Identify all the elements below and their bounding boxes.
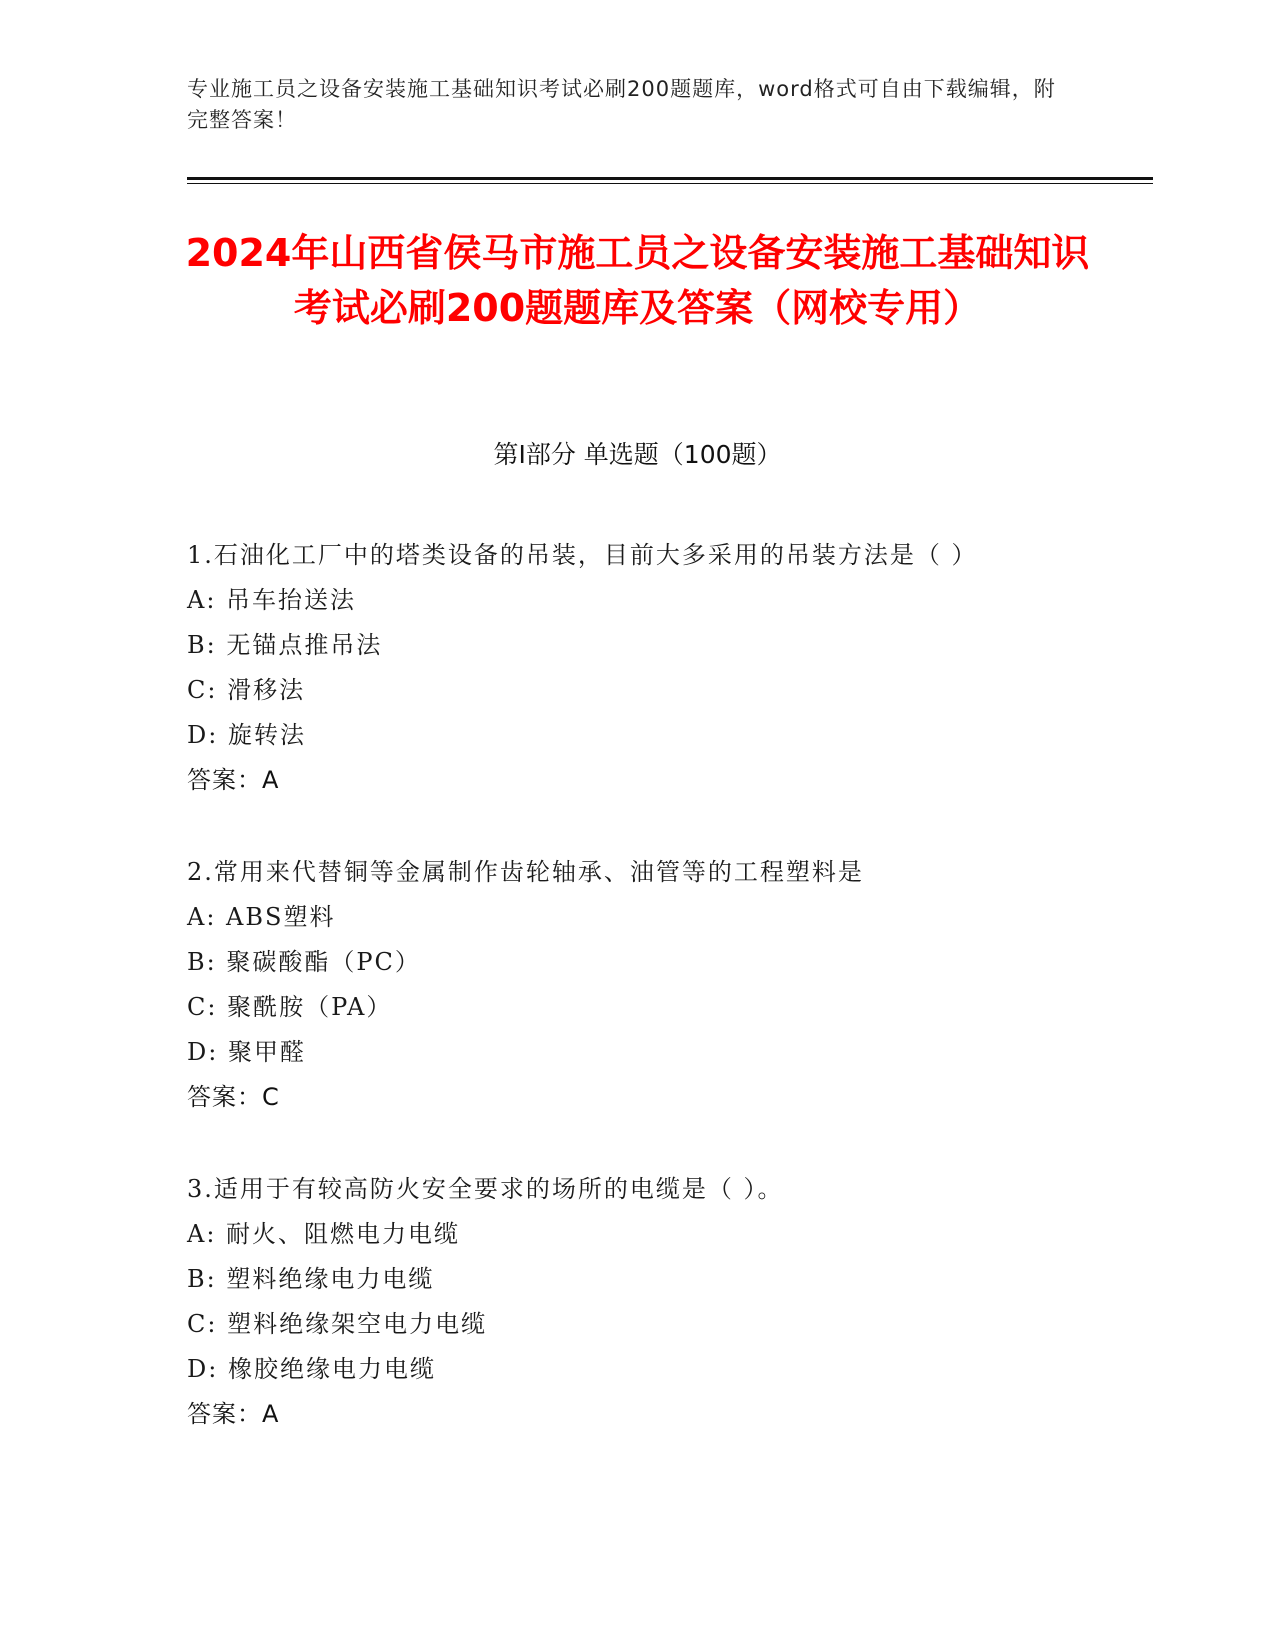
question-item: [187, 1167, 1087, 1437]
option-d: D: 旋转法: [187, 721, 306, 749]
option-a: A: 耐火、阻燃电力电缆: [187, 1220, 461, 1248]
option-a: A: ABS塑料: [187, 903, 336, 931]
section-title: 第I部分 单选题（100题）: [493, 440, 782, 469]
question-stem: 3.适用于有较高防火安全要求的场所的电缆是（ ）。: [187, 1175, 784, 1203]
question-answer: 答案：A: [187, 1400, 280, 1428]
question-stem: 2.常用来代替铜等金属制作齿轮轴承、油管等的工程塑料是: [187, 858, 864, 886]
question-answer: 答案：A: [187, 766, 280, 794]
document-title: 2024年山西省侯马市施工员之设备安装施工基础知识考试必刷200题题库及答案（网校专用）: [185, 231, 1090, 330]
option-b: B: 无锚点推吊法: [187, 631, 383, 659]
header-divider-thin: [187, 183, 1153, 184]
option-b: B: 聚碳酸酯（PC）: [187, 948, 421, 976]
question-answer: 答案：C: [187, 1083, 280, 1111]
option-b: B: 塑料绝缘电力电缆: [187, 1265, 435, 1293]
option-d: D: 橡胶绝缘电力电缆: [187, 1355, 436, 1383]
header-note: 专业施工员之设备安装施工基础知识考试必刷200题题库，word格式可自由下载编辑，附完整答案！: [187, 77, 1056, 132]
option-a: A: 吊车抬送法: [187, 586, 357, 614]
question-list: [187, 533, 1087, 1484]
question-stem: 1.石油化工厂中的塔类设备的吊装，目前大多采用的吊装方法是（ ）: [187, 541, 978, 569]
question-item: [187, 533, 1087, 803]
question-item: [187, 850, 1087, 1120]
option-d: D: 聚甲醛: [187, 1038, 306, 1066]
option-c: C: 滑移法: [187, 676, 306, 704]
option-c: C: 聚酰胺（PA）: [187, 993, 393, 1021]
header-divider-thick: [187, 177, 1153, 180]
option-c: C: 塑料绝缘架空电力电缆: [187, 1310, 488, 1338]
